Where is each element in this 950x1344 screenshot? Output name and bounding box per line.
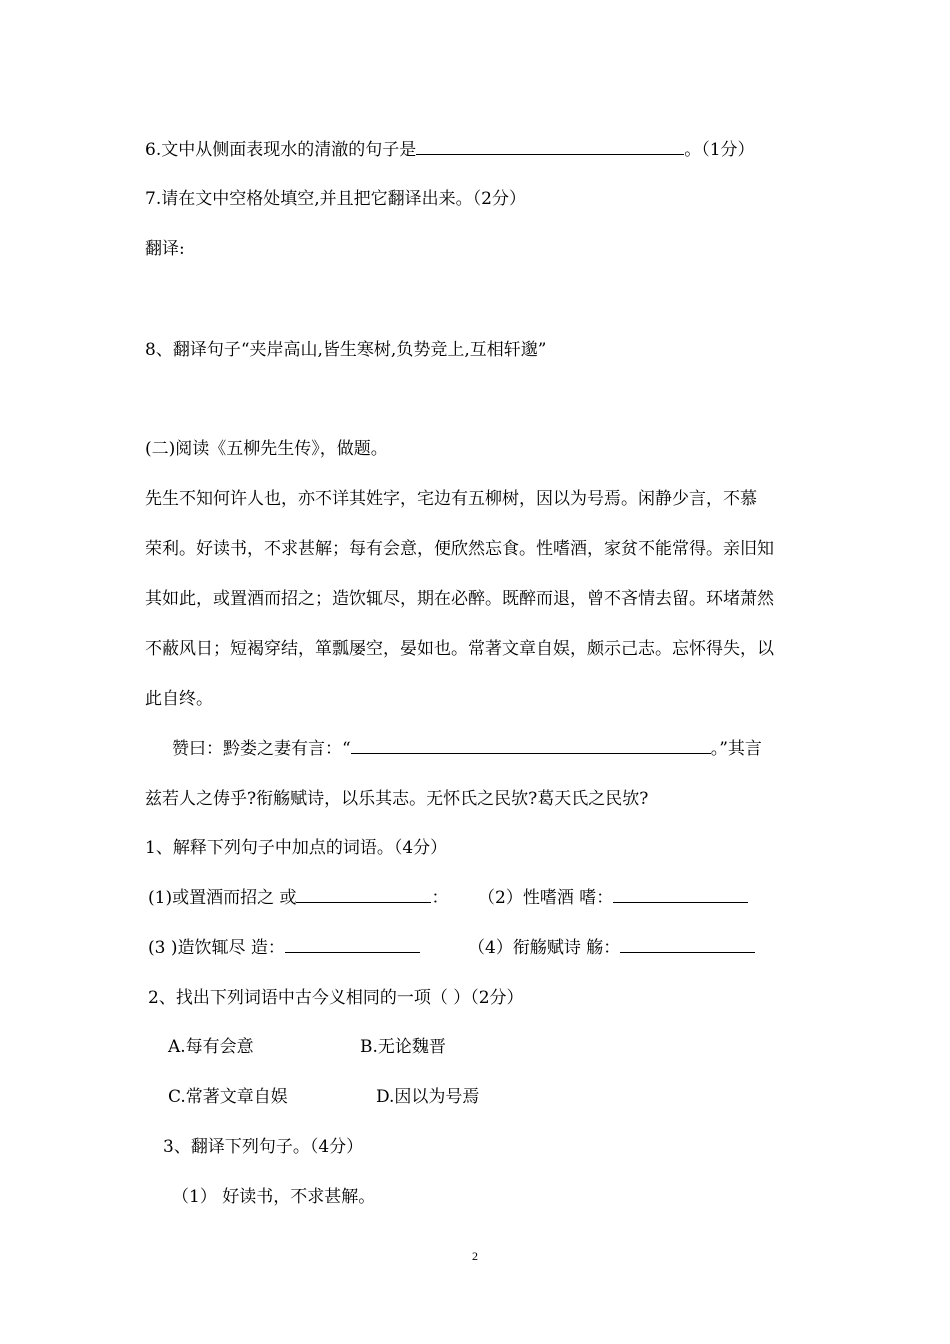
option-c: C.常著文章自娱 <box>168 1087 288 1107</box>
answer-blank[interactable] <box>351 737 711 754</box>
question-1-item <box>148 936 420 960</box>
passage-line: 不蔽风日；短褐穿结，箪瓢屡空，晏如也。常著文章自娱，颇示己志。忘怀得失，以 <box>145 639 774 659</box>
item-separator: ： <box>431 888 449 908</box>
answer-blank[interactable] <box>613 886 748 903</box>
section-2-title: (二)阅读《五柳先生传》，做题。 <box>145 439 388 459</box>
passage-line: 此自终。 <box>145 689 213 709</box>
question-6 <box>145 138 755 162</box>
answer-blank[interactable] <box>416 138 684 155</box>
question-3-item: （1） 好读书，不求甚解。 <box>172 1187 376 1207</box>
zan-line <box>172 737 762 761</box>
option-d: D.因以为号焉 <box>376 1087 480 1107</box>
question-1-title: 1、解释下列句子中加点的词语。（4分） <box>145 838 448 858</box>
question-6-score: 。（1分） <box>684 140 755 160</box>
question-1-item <box>478 886 748 910</box>
question-8: 8、翻译句子“夹岸高山,皆生寒树,负势竞上,互相轩邈” <box>145 340 547 360</box>
page-number: 2 <box>472 1249 478 1263</box>
question-1-item <box>148 886 448 910</box>
answer-blank[interactable] <box>620 936 755 953</box>
passage-line: 先生不知何许人也，亦不详其姓字，宅边有五柳树，因以为号焉。闲静少言，不慕 <box>145 489 757 509</box>
question-1-item <box>468 936 755 960</box>
question-7: 7.请在文中空格处填空,并且把它翻译出来。（2分） <box>145 189 526 209</box>
answer-blank[interactable] <box>285 936 420 953</box>
question-3-title: 3、翻译下列句子。（4分） <box>163 1137 364 1157</box>
item-text: (1)或置酒而招之 或 <box>148 888 297 908</box>
item-text: （2）性嗜酒 嗜： <box>478 888 614 908</box>
question-6-text: 6.文中从侧面表现水的清澈的句子是 <box>145 140 417 160</box>
zan-text-end: 。”其言 <box>710 739 762 759</box>
option-b: B.无论魏晋 <box>360 1037 446 1057</box>
item-text: （4）衔觞赋诗 觞： <box>468 938 621 958</box>
passage-line: 其如此，或置酒而招之；造饮辄尽，期在必醉。既醉而退，曾不吝情去留。环堵萧然 <box>145 589 774 609</box>
zan-line-2: 兹若人之俦乎?衔觞赋诗，以乐其志。无怀氏之民欤?葛天氏之民欤? <box>145 789 649 809</box>
answer-blank[interactable] <box>296 886 431 903</box>
translation-label: 翻译: <box>145 239 185 259</box>
question-2-title: 2、找出下列词语中古今义相同的一项（ ）（2分） <box>148 988 524 1008</box>
zan-text: 赞曰：黔娄之妻有言：“ <box>172 739 351 759</box>
option-a: A.每有会意 <box>168 1037 254 1057</box>
item-text: (3 )造饮辄尽 造： <box>148 938 285 958</box>
passage-line: 荣利。好读书，不求甚解；每有会意，便欣然忘食。性嗜酒，家贫不能常得。亲旧知 <box>145 539 774 559</box>
